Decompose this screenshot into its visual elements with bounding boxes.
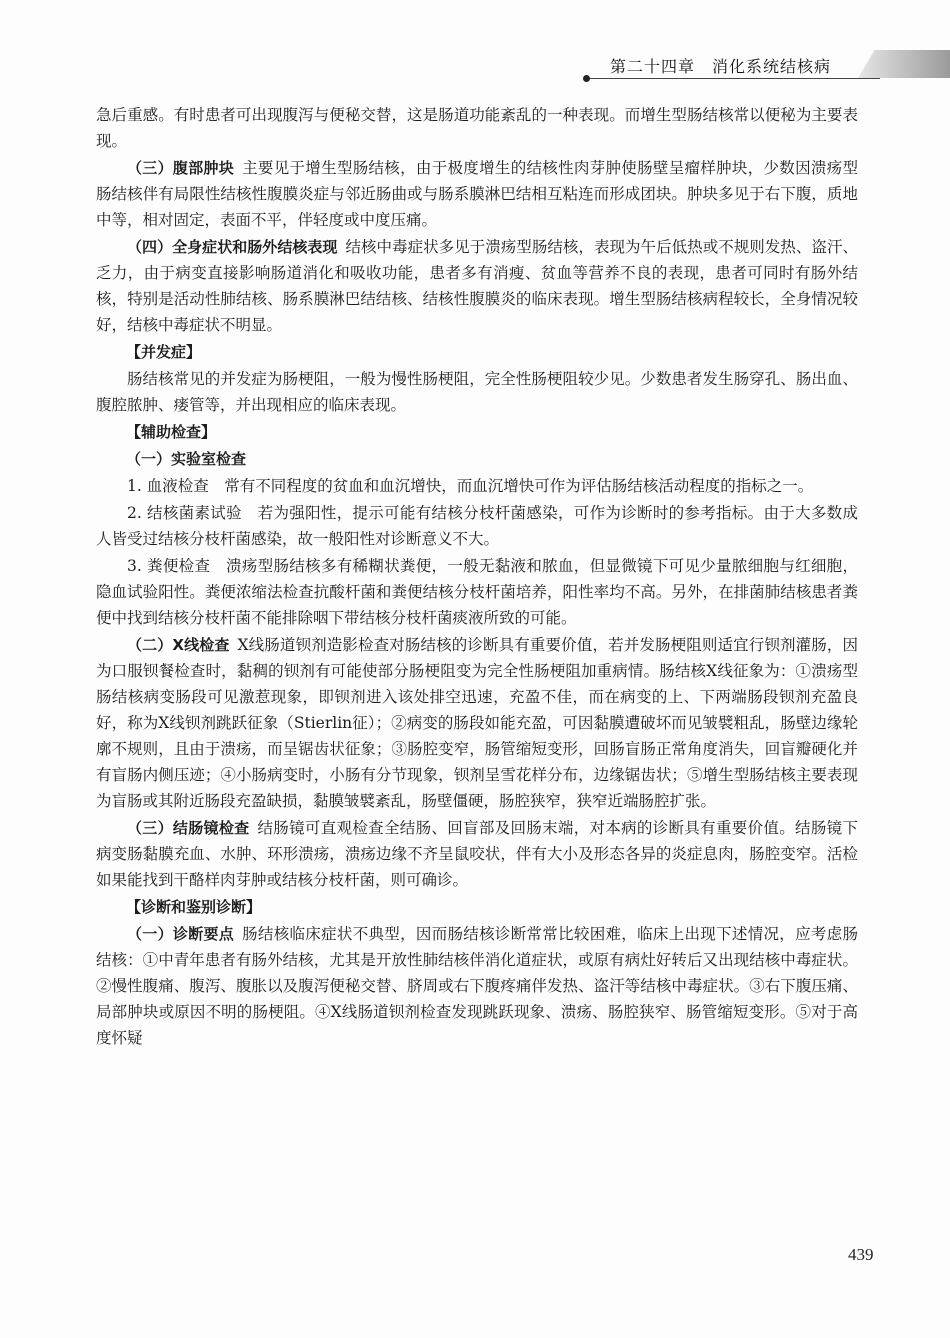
header-decorative-band (858, 50, 950, 78)
paragraph (96, 234, 858, 338)
paragraph (96, 815, 858, 893)
paragraph: 1. 血液检查 常有不同程度的贫血和血沉增快，而血沉增快可作为评估肠结核活动程度的指标之一。 (127, 477, 814, 495)
paragraph: 2. 结核菌素试验 若为强阳性，提示可能有结核分枝杆菌感染，可作为诊断时的参考指标。由于大多数成人皆受过结核分枝杆菌感染，故一般阳性对诊断意义不大。 (96, 504, 858, 548)
inline-heading: （三）结肠镜检查 (127, 819, 250, 837)
section-heading: 【辅助检查】 (126, 423, 217, 441)
chapter-title: 第二十四章 消化系统结核病 (610, 57, 832, 76)
paragraph: 急后重感。有时患者可出现腹泻与便秘交替，这是肠道功能紊乱的一种表现。而增生型肠结核常以便秘为主要表现。 (96, 106, 858, 150)
inline-heading: （二）X线检查 (127, 636, 230, 654)
page-number: 439 (848, 1245, 874, 1264)
inline-heading: （三）腹部肿块 (127, 159, 235, 177)
section-heading: 【并发症】 (126, 343, 202, 361)
inline-heading: （四）全身症状和肠外结核表现 (127, 238, 338, 256)
paragraph-text: 结肠镜可直观检查全结肠、回盲部及回肠末端，对本病的诊断具有重要价值。结肠镜下病变肠黏膜充血、水肿、环形溃疡，溃疡边缘不齐呈鼠咬状，伴有大小及形态各异的炎症息肉，肠腔变窄。活检如果能找到干酪样肉芽肿或结核分枝杆菌，则可确诊。 (96, 819, 858, 889)
header-bullet-dot (583, 75, 590, 82)
paragraph-text: X线肠道钡剂造影检查对肠结核的诊断具有重要价值，若并发肠梗阻则适宜行钡剂灌肠，因为口服钡餐检查时，黏稠的钡剂有可能使部分肠梗阻变为完全性肠梗阻加重病情。肠结核X线征象为：①溃疡型肠结核病变肠段可见激惹现象，即钡剂进入该处排空迅速，充盈不佳，而在病变的上、下两端肠段钡剂充盈良好，称为X线钡剂跳跃征象（Stierlin征）；②病变的肠段如能充盈，可因黏膜遭破坏而见皱襞粗乱，肠壁边缘轮廓不规则，且由于溃疡，而呈锯齿状征象；③肠腔变窄，肠管缩短变形，回肠盲肠正常角度消失，回盲瓣硬化并有盲肠内侧压迹；④小肠病变时，小肠有分节现象，钡剂呈雪花样分布，边缘锯齿状；⑤增生型肠结核主要表现为盲肠或其附近肠段充盈缺损，黏膜皱襞紊乱，肠壁僵硬，肠腔狭窄，狭窄近端肠腔扩张。 (96, 636, 858, 810)
paragraph (96, 921, 858, 1051)
paragraph: 肠结核常见的并发症为肠梗阻，一般为慢性肠梗阻，完全性肠梗阻较少见。少数患者发生肠穿孔、肠出血、腹腔脓肿、瘘管等，并出现相应的临床表现。 (96, 370, 858, 414)
running-header (0, 50, 950, 90)
paragraph-text: 结核中毒症状多见于溃疡型肠结核，表现为午后低热或不规则发热、盗汗、乏力，由于病变直接影响肠道消化和吸收功能，患者多有消瘦、贫血等营养不良的表现，患者可同时有肠外结核，特别是活动性肺结核、肠系膜淋巴结结核、结核性腹膜炎的临床表现。增生型肠结核病程较长，全身情况较好，结核中毒症状不明显。 (96, 238, 858, 334)
section-heading: （一）实验室检查 (126, 450, 247, 468)
page-body (96, 102, 858, 1052)
paragraph-text: 肠结核临床症状不典型，因而肠结核诊断常常比较困难，临床上出现下述情况，应考虑肠结核：①中青年患者有肠外结核，尤其是开放性肺结核伴消化道症状，或原有病灶好转后又出现结核中毒症状。②慢性腹痛、腹泻、腹胀以及腹泻便秘交替、脐周或右下腹疼痛伴发热、盗汗等结核中毒症状。③右下腹压痛、局部肿块或原因不明的肠梗阻。④X线肠道钡剂检查发现跳跃现象、溃疡、肠腔狭窄、肠管缩短变形。⑤对于高度怀疑 (96, 925, 858, 1047)
header-rule (588, 78, 880, 79)
paragraph: 3. 粪便检查 溃疡型肠结核多有稀糊状粪便，一般无黏液和脓血，但显微镜下可见少量脓细胞与红细胞，隐血试验阳性。粪便浓缩法检查抗酸杆菌和粪便结核分枝杆菌培养，阳性率均不高。另外，在排菌肺结核患者粪便中找到结核分枝杆菌不能排除咽下带结核分枝杆菌痰液所致的可能。 (96, 557, 858, 627)
paragraph (96, 155, 858, 233)
inline-heading: （一）诊断要点 (127, 925, 235, 943)
section-heading: 【诊断和鉴别诊断】 (126, 898, 262, 916)
paragraph (96, 632, 858, 814)
paragraph-text: 主要见于增生型肠结核，由于极度增生的结核性肉芽肿使肠壁呈瘤样肿块，少数因溃疡型肠结核伴有局限性结核性腹膜炎症与邻近肠曲或与肠系膜淋巴结相互粘连而形成团块。肿块多见于右下腹，质地中等，相对固定，表面不平，伴轻度或中度压痛。 (96, 159, 858, 229)
